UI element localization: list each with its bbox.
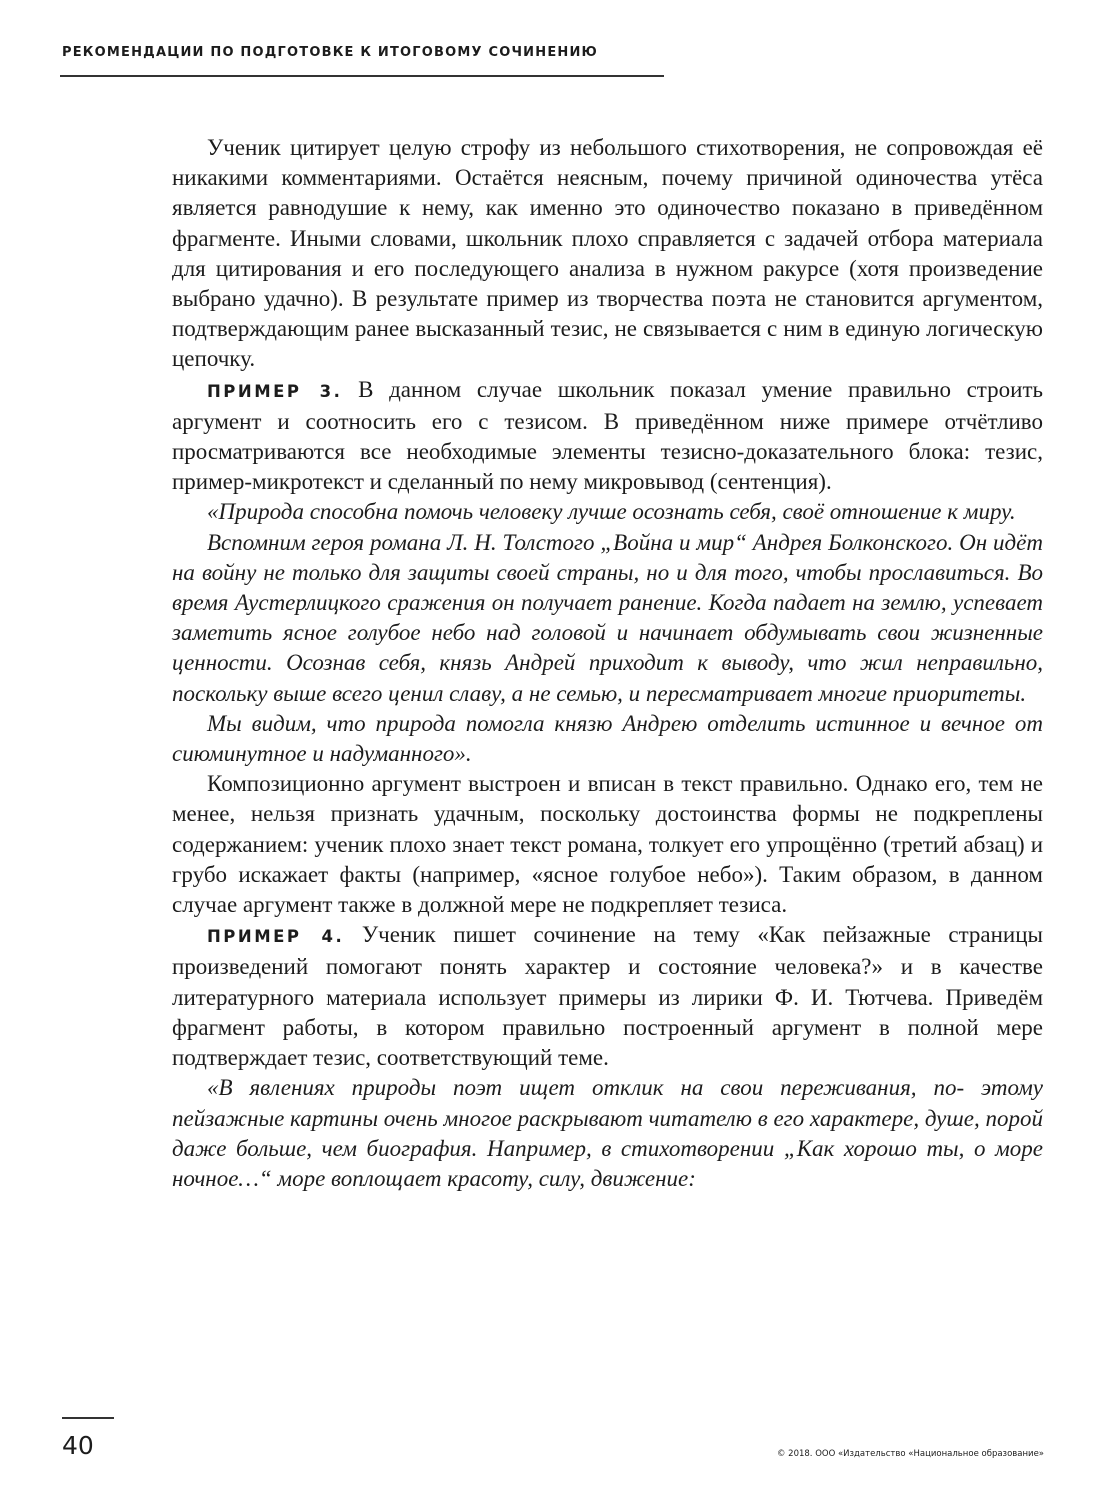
paragraph-example-3 — [172, 375, 1043, 498]
quote-argument: Вспомним героя романа Л. Н. Толстого „Война и мир“ Андрея Болконского. Он идёт на войну не только для защиты своей страны, но и для того, чтобы прославиться. Во время Аустерлицкого сражения он получает ранение. Когда падает на землю, успевает заметить ясное голубое небо над головой и начинает обдумывать свои жизненные ценности. Осознав себя, князь Андрей приходит к выводу, что жил неправильно, поскольку выше всего ценил славу, а не семью, и пересматривает многие приоритеты. — [172, 529, 1043, 706]
header-rule — [60, 75, 664, 77]
example-3-label: ПРИМЕР 3. — [207, 381, 343, 401]
example-3-text: В данном случае школьник показал умение правильно строить аргумент и соотносить его с тезисом. В приведённом ниже примере отчётливо просматриваются все необходимые элементы тезисно-доказательного блока: тезис, пример-микротекст и сделанный по нему микровывод (сентенция). — [172, 376, 1043, 495]
example-4-label: ПРИМЕР 4. — [207, 927, 345, 947]
copyright-notice: © 2018. ООО «Издательство «Национальное образование» — [776, 1449, 1044, 1459]
quote-conclusion: Мы видим, что природа помогла князю Андрею отделить истинное и вечное от сиюминутное и надуманного». — [172, 710, 1043, 767]
paragraph-2: Композиционно аргумент выстроен и вписан в текст правильно. Однако его, тем не менее, нельзя признать удачным, поскольку достоинства формы не подкреплены содержанием: ученик плохо знает текст романа, толкует его упрощённо (третий абзац) и грубо искажает факты (например, «ясное голубое небо»). Таким образом, в данном случае аргумент также в должной мере не подкрепляет тезиса. — [172, 771, 1043, 918]
page-number: 40 — [62, 1431, 94, 1460]
paragraph-1: Ученик цитирует целую строфу из небольшого стихотворения, не сопровождая её никакими комментариями. Остаётся неясным, почему причиной одиночества утёса является равнодушие к нему, как именно это одиночество показано в приведённом фрагменте. Иными словами, школьник плохо справляется с задачей отбора материала для цитирования и его последующего анализа в нужном ракурсе (хотя произведение выбрано удачно). В результате пример из творчества поэта не становится аргументом, подтверждающим ранее высказанный тезис, не связывается с ним в единую логическую цепочку. — [172, 135, 1043, 372]
example-4-text: Ученик пишет сочинение на тему «Как пейзажные страницы произведений помогают понять характер и состояние человека?» и в качестве литературного материала использует примеры из лирики Ф. И. Тютчева. Приведём фрагмент работы, в котором правильно построенный аргумент в полной мере подтверждает тезис, соответствующий теме. — [172, 922, 1043, 1071]
running-header: РЕКОМЕНДАЦИИ ПО ПОДГОТОВКЕ К ИТОГОВОМУ СОЧИНЕНИЮ — [62, 45, 599, 60]
page-body — [172, 133, 1043, 1194]
paragraph-example-4 — [172, 920, 1043, 1073]
quote-tyutchev: «В явлениях природы поэт ищет отклик на свои переживания, по- этому пейзажные картины очень многое раскрывают читателю в его характере, душе, порой даже больше, чем биография. Например, в стихотворении „Как хорошо ты, о море ночное…“ море воплощает красоту, силу, движение: — [172, 1075, 1043, 1191]
footer-rule — [62, 1417, 114, 1419]
quote-thesis: «Природа способна помочь человеку лучше осознать себя, своё отношение к миру. — [207, 499, 1016, 525]
